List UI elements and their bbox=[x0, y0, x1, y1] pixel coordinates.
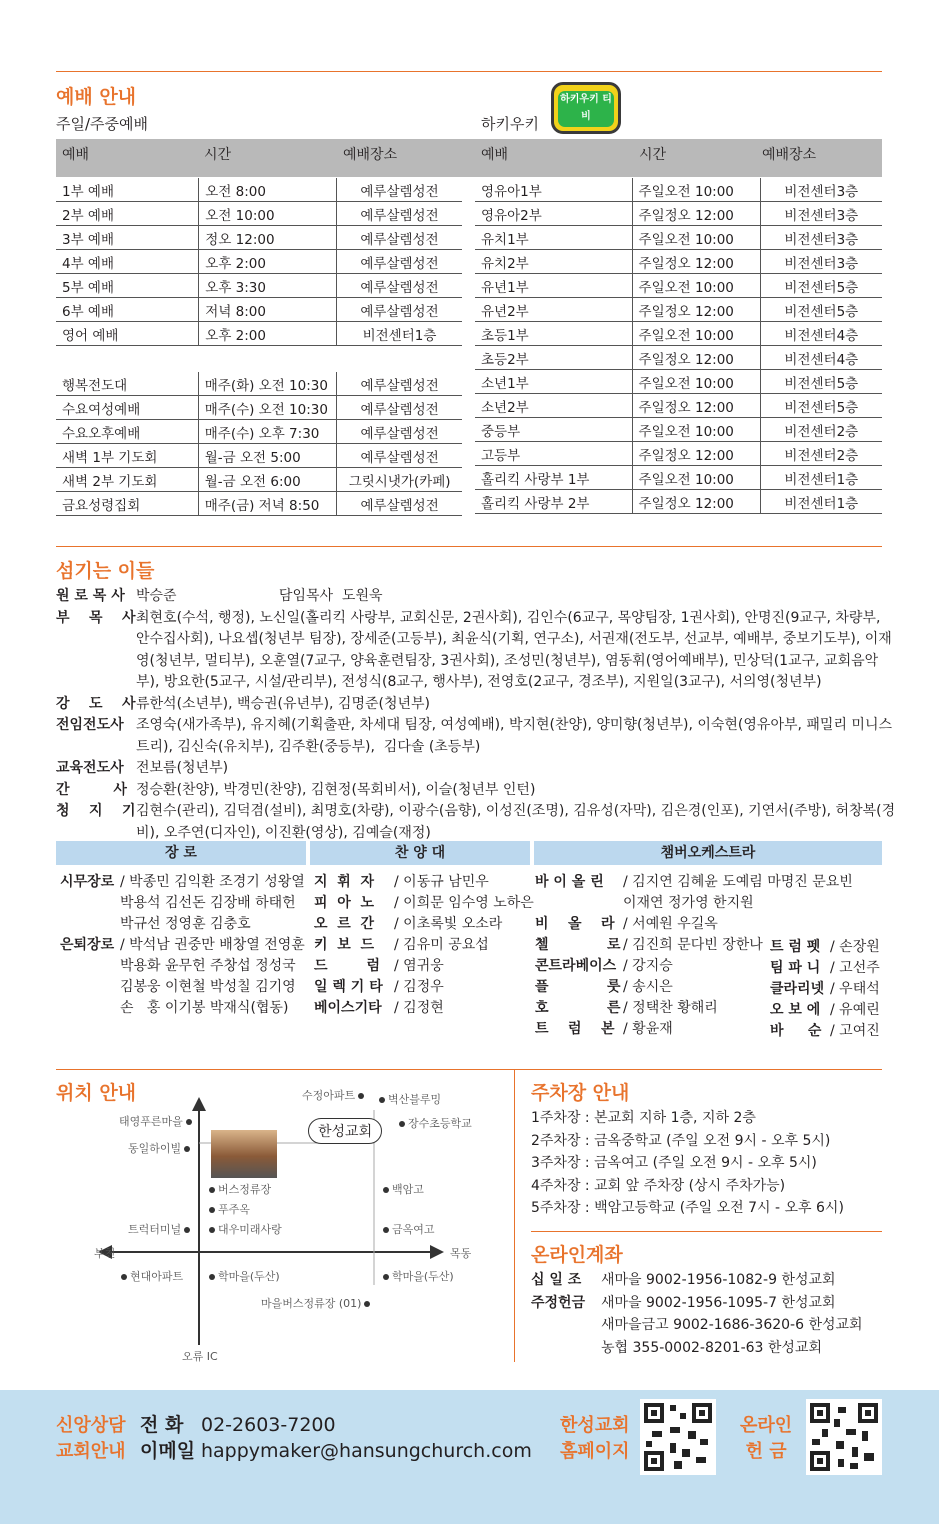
worship-table-left-weekday bbox=[56, 372, 462, 516]
roster-role: 트 럼 펫 bbox=[770, 939, 821, 955]
worship-place-cell: 비전센터3층 bbox=[760, 250, 882, 274]
worship-name-cell: 홀리킥 사랑부 1부 bbox=[475, 466, 632, 490]
roster-names: / 김지연 김혜윤 도예림 마명진 문요빈 bbox=[623, 874, 853, 890]
worship-place-cell: 비전센터2층 bbox=[760, 442, 882, 466]
worship-row bbox=[475, 322, 882, 346]
roster-role: 오 보 에 bbox=[770, 1002, 821, 1018]
roster-names: / 정택찬 황해리 bbox=[623, 1000, 718, 1016]
worship-time-cell: 매주(수) 오후 7:30 bbox=[198, 420, 337, 444]
servant-names: 정승환(찬양), 박경민(찬양), 김현정(목회비서), 이슬(청년부 인턴) bbox=[136, 781, 536, 798]
roster-line bbox=[60, 956, 305, 977]
roster-names: / 강지승 bbox=[623, 958, 673, 974]
footer-phone[interactable]: 02-2603-7200 bbox=[201, 1414, 336, 1436]
roster-line bbox=[314, 935, 534, 956]
roster-role: 오 르 간 bbox=[314, 916, 375, 932]
worship-time-cell: 주일오전 10:00 bbox=[632, 274, 760, 298]
roster-names: / 우태석 bbox=[830, 981, 880, 997]
worship-subtitle-right: 하키우키 bbox=[481, 115, 539, 133]
roster-names: / 이동규 남민우 bbox=[394, 874, 489, 890]
worship-row bbox=[475, 490, 882, 514]
location-title: 위치 안내 bbox=[56, 1082, 137, 1104]
worship-name-cell: 유년2부 bbox=[475, 298, 632, 322]
roster-line bbox=[60, 872, 305, 893]
worship-place-cell: 비전센터4층 bbox=[760, 346, 882, 370]
worship-name-cell: 1부 예배 bbox=[56, 178, 199, 202]
roster-role: 피 아 노 bbox=[314, 895, 375, 911]
roster-names: 손 홍 이기봉 박재식(협동) bbox=[120, 1000, 289, 1016]
worship-name-cell: 고등부 bbox=[475, 442, 632, 466]
worship-row bbox=[475, 250, 882, 274]
worship-time-cell: 주일정오 12:00 bbox=[632, 394, 760, 418]
footer-online-label bbox=[740, 1413, 792, 1465]
account-label: 십 일 조 bbox=[531, 1272, 582, 1288]
servant-row bbox=[56, 694, 896, 716]
map-label-hakma-right: 학마을(두산) bbox=[380, 1268, 454, 1284]
footer-homepage-line1: 한성교회 bbox=[560, 1415, 630, 1436]
worship-place-cell: 비전센터5층 bbox=[760, 394, 882, 418]
worship-name-cell: 새벽 2부 기도회 bbox=[56, 468, 198, 492]
servant-row bbox=[56, 586, 896, 608]
worship-row bbox=[475, 178, 882, 202]
footer-label-info: 교회안내 bbox=[56, 1441, 126, 1462]
roster-names: / 고여진 bbox=[830, 1023, 880, 1039]
logo-text: 하키우키 티비 bbox=[558, 91, 614, 127]
worship-time-cell: 월-금 오전 6:00 bbox=[198, 468, 337, 492]
roster-names: / 박석남 권중만 배창열 전영훈 bbox=[120, 937, 305, 953]
elders-header: 장 로 bbox=[56, 841, 306, 865]
worship-row bbox=[56, 492, 462, 516]
homepage-qr-icon bbox=[640, 1399, 716, 1475]
worship-place-cell: 예루살렘성전 bbox=[337, 396, 462, 420]
header-place: 예배장소 bbox=[343, 147, 398, 163]
roster-names: / 박종민 김익환 조경기 성왕열 bbox=[120, 874, 305, 890]
roster-role: 베이스기타 bbox=[314, 1000, 382, 1016]
roster-line bbox=[60, 914, 305, 935]
worship-time-cell: 오후 2:00 bbox=[199, 250, 337, 274]
worship-row bbox=[475, 346, 882, 370]
worship-row bbox=[475, 442, 882, 466]
roster-role: 첼 로 bbox=[535, 937, 621, 953]
worship-row bbox=[56, 178, 462, 202]
map-label-taeyoung: 태영푸른마을 bbox=[119, 1113, 195, 1129]
account-row bbox=[531, 1314, 863, 1337]
roster-names: / 이희문 임수영 노하은 bbox=[394, 895, 534, 911]
servant-role: 청 지 기 bbox=[56, 803, 136, 819]
roster-line bbox=[314, 977, 534, 998]
servant-row bbox=[56, 715, 896, 758]
worship-name-cell: 새벽 1부 기도회 bbox=[56, 444, 198, 468]
worship-time-cell: 정오 12:00 bbox=[199, 226, 337, 250]
servant-row bbox=[56, 608, 896, 694]
footer-label-counsel: 신앙상담 bbox=[56, 1415, 126, 1436]
account-divider bbox=[531, 1231, 882, 1232]
map-label-dongil: 동일하이빌 bbox=[128, 1140, 193, 1156]
footer-homepage-line2: 홈페이지 bbox=[560, 1441, 630, 1462]
roster-names: / 김정현 bbox=[394, 1000, 444, 1016]
location-divider bbox=[56, 1069, 882, 1070]
footer-values bbox=[201, 1412, 532, 1464]
servant-row bbox=[56, 801, 896, 844]
roster-names: / 이초록빛 오소라 bbox=[394, 916, 503, 932]
worship-row bbox=[475, 226, 882, 250]
worship-name-cell: 수요오후예배 bbox=[56, 420, 198, 444]
worship-place-cell: 비전센터3층 bbox=[760, 226, 882, 250]
worship-place-cell: 비전센터5층 bbox=[760, 274, 882, 298]
worship-place-cell: 비전센터5층 bbox=[760, 298, 882, 322]
worship-name-cell: 수요여성예배 bbox=[56, 396, 198, 420]
worship-place-cell: 비전센터1층 bbox=[760, 490, 882, 514]
vertical-divider bbox=[514, 1070, 515, 1362]
header-worship-right: 예배 bbox=[481, 147, 509, 163]
map-label-baeksan: 벽산블루밍 bbox=[376, 1091, 441, 1107]
roster-names: 박규선 정영훈 김충호 bbox=[120, 916, 251, 932]
worship-time-cell: 주일오전 10:00 bbox=[632, 226, 760, 250]
worship-place-cell: 비전센터5층 bbox=[760, 370, 882, 394]
servant-row bbox=[56, 780, 896, 802]
map-label-maeul: 마을버스정류장 (01) bbox=[261, 1295, 373, 1311]
roster-role: 바 순 bbox=[770, 1023, 822, 1039]
worship-time-cell: 오후 3:30 bbox=[199, 274, 337, 298]
worship-place-cell: 예루살렘성전 bbox=[336, 250, 462, 274]
worship-row bbox=[475, 370, 882, 394]
account-number: 새마을 9002-1956-1095-7 한성교회 bbox=[601, 1294, 836, 1311]
roster-role: 키 보 드 bbox=[314, 937, 375, 953]
worship-table-left bbox=[56, 178, 462, 346]
servant-names: 최현호(수석, 행정), 노신일(홀리킥 사랑부, 교회신문, 2권사회), 김인수(6교구, 목양팀장, 1권사회), 안명진(9교구, 차량부, 안수집사회), 나요셉(청년부 팀장), 장세준(고등부), 최윤식(기획, 연구소), 서권재(전도부, 선교부, 예배부, 중보기도부), 이재영(청년부, 멀티부), 오훈열(7교구, 양육훈련팀장, 3권사회), 조성민(청년부), 염동휘(영어예배부), 민상덕(1교구, 교회음악부), 방요한(5교구, 시설/관리부), 전성식(8교구, 행사부), 전영호(2교구, 경조부), 지원일(3교구), 서의영(청년부) bbox=[136, 609, 892, 690]
roster-line bbox=[770, 979, 880, 1000]
roster-line bbox=[314, 956, 534, 977]
worship-time-cell: 매주(화) 오전 10:30 bbox=[198, 372, 337, 396]
worship-subtitle-left: 주일/주중예배 bbox=[56, 115, 148, 133]
map-label-sujeong: 수정아파트 bbox=[302, 1087, 367, 1103]
worship-time-cell: 오전 10:00 bbox=[199, 202, 337, 226]
servant-role: 강 도 사 bbox=[56, 695, 136, 712]
worship-row bbox=[475, 466, 882, 490]
worship-place-cell: 예루살렘성전 bbox=[336, 178, 462, 202]
header-time: 시간 bbox=[204, 147, 232, 163]
worship-row bbox=[475, 202, 882, 226]
worship-name-cell: 중등부 bbox=[475, 418, 632, 442]
roster-line bbox=[770, 958, 880, 979]
roster-line bbox=[60, 998, 305, 1019]
worship-name-cell: 5부 예배 bbox=[56, 274, 199, 298]
servant-role: 간 사 bbox=[56, 781, 127, 798]
roster-line bbox=[535, 914, 853, 935]
account-number: 새마을 9002-1956-1082-9 한성교회 bbox=[601, 1272, 836, 1288]
parking-item: 3주차장 : 금옥여고 (주일 오전 9시 - 오후 5시) bbox=[531, 1155, 817, 1171]
worship-name-cell: 유치2부 bbox=[475, 250, 632, 274]
worship-place-cell: 예루살렘성전 bbox=[337, 420, 462, 444]
roster-role: 팀 파 니 bbox=[770, 960, 821, 976]
roster-line bbox=[770, 937, 880, 958]
map-label-jangsu: 장수초등학교 bbox=[396, 1115, 472, 1131]
location-map bbox=[56, 1085, 506, 1375]
worship-time-cell: 주일정오 12:00 bbox=[632, 202, 760, 226]
account-number: 새마을금고 9002-1686-3620-6 한성교회 bbox=[601, 1317, 863, 1333]
footer-online-line1: 온라인 bbox=[740, 1415, 793, 1436]
header-worship: 예배 bbox=[62, 147, 90, 163]
roster-role: 드 럼 bbox=[314, 958, 381, 974]
worship-time-cell: 주일오전 10:00 bbox=[632, 370, 760, 394]
roster-line bbox=[314, 893, 534, 914]
worship-place-cell: 그릿시냇가(카페) bbox=[337, 468, 462, 492]
worship-place-cell: 예루살렘성전 bbox=[336, 226, 462, 250]
roster-line bbox=[60, 893, 305, 914]
map-label-hakma-left: 학마을(두산) bbox=[206, 1268, 280, 1284]
servants-divider bbox=[56, 546, 882, 547]
worship-name-cell: 유년1부 bbox=[475, 274, 632, 298]
roster-line bbox=[314, 914, 534, 935]
worship-name-cell: 6부 예배 bbox=[56, 298, 199, 322]
top-divider bbox=[56, 71, 882, 72]
worship-place-cell: 비전센터1층 bbox=[336, 322, 462, 346]
worship-name-cell: 영어 예배 bbox=[56, 322, 199, 346]
servant-role: 전임전도사 bbox=[56, 717, 124, 733]
worship-row bbox=[56, 420, 462, 444]
roster-names: / 유예린 bbox=[830, 1002, 880, 1018]
roster-names: 이재연 정가영 한지원 bbox=[623, 895, 754, 911]
roster-names: / 김정우 bbox=[394, 979, 444, 995]
servant-role: 부 목 사 bbox=[56, 609, 136, 626]
worship-name-cell: 초등1부 bbox=[475, 322, 632, 346]
worship-time-cell: 주일오전 10:00 bbox=[632, 322, 760, 346]
footer bbox=[0, 1390, 939, 1524]
hakiuki-logo bbox=[551, 82, 621, 134]
worship-table-right bbox=[475, 178, 882, 514]
worship-name-cell: 3부 예배 bbox=[56, 226, 199, 250]
roster-names: / 염귀웅 bbox=[394, 958, 444, 974]
roster-names: 박용화 윤무헌 주창섭 정성국 bbox=[120, 958, 296, 974]
worship-title: 예배 안내 bbox=[56, 86, 137, 108]
worship-place-cell: 예루살렘성전 bbox=[337, 492, 462, 516]
roster-names: / 김유미 공요섭 bbox=[394, 937, 489, 953]
roster-role: 트 럼 본 bbox=[535, 1021, 615, 1037]
elders-list bbox=[60, 872, 305, 1019]
choir-header: 찬 양 대 bbox=[310, 841, 530, 865]
offering-qr-code[interactable] bbox=[806, 1399, 882, 1475]
worship-row bbox=[56, 250, 462, 274]
worship-place-cell: 예루살렘성전 bbox=[336, 202, 462, 226]
roster-names: / 손장원 bbox=[830, 939, 880, 955]
account-number: 농협 355-0002-8201-63 한성교회 bbox=[601, 1339, 822, 1356]
map-label-truck: 트럭터미널 bbox=[128, 1221, 193, 1237]
choir-list bbox=[314, 872, 534, 1019]
worship-place-cell: 비전센터4층 bbox=[760, 322, 882, 346]
header-time-right: 시간 bbox=[639, 147, 667, 163]
worship-name-cell: 4부 예배 bbox=[56, 250, 199, 274]
worship-name-cell: 영유아1부 bbox=[475, 178, 632, 202]
worship-place-cell: 비전센터3층 bbox=[760, 178, 882, 202]
worship-name-cell: 소년2부 bbox=[475, 394, 632, 418]
worship-place-cell: 예루살렘성전 bbox=[336, 298, 462, 322]
worship-place-cell: 예루살렘성전 bbox=[337, 444, 462, 468]
worship-place-cell: 예루살렘성전 bbox=[336, 274, 462, 298]
worship-table-header bbox=[56, 139, 882, 177]
worship-row bbox=[56, 298, 462, 322]
worship-time-cell: 주일오전 10:00 bbox=[632, 466, 760, 490]
worship-name-cell: 초등2부 bbox=[475, 346, 632, 370]
parking-title: 주차장 안내 bbox=[531, 1082, 630, 1104]
map-label-busstop: 버스정류장 bbox=[206, 1181, 271, 1197]
parking-item: 2주차장 : 금옥중학교 (주일 오전 9시 - 오후 5시) bbox=[531, 1132, 831, 1149]
account-row bbox=[531, 1337, 863, 1360]
worship-time-cell: 주일정오 12:00 bbox=[632, 490, 760, 514]
worship-row bbox=[56, 226, 462, 250]
worship-name-cell: 금요성령집회 bbox=[56, 492, 198, 516]
footer-key-email: 이메일 bbox=[140, 1440, 196, 1462]
worship-row bbox=[56, 372, 462, 396]
worship-name-cell: 유치1부 bbox=[475, 226, 632, 250]
worship-row bbox=[56, 396, 462, 420]
worship-row bbox=[475, 394, 882, 418]
servants-title: 섬기는 이들 bbox=[56, 560, 155, 582]
map-label-mokdong: 목동 bbox=[450, 1247, 472, 1260]
account-row bbox=[531, 1292, 863, 1315]
worship-place-cell: 비전센터2층 bbox=[760, 418, 882, 442]
church-building-image bbox=[211, 1130, 277, 1178]
roster-line bbox=[770, 1021, 880, 1042]
roster-role: 클라리넷 bbox=[770, 981, 825, 997]
roster-names: / 서예원 우길옥 bbox=[623, 916, 718, 932]
worship-time-cell: 주일오전 10:00 bbox=[632, 178, 760, 202]
worship-row bbox=[56, 322, 462, 346]
parking-item: 1주차장 : 본교회 지하 1층, 지하 2층 bbox=[531, 1110, 756, 1126]
servants-list bbox=[56, 586, 896, 844]
account-list bbox=[531, 1269, 863, 1359]
servant-names: 조영숙(새가족부), 유지혜(기획출판, 차세대 팀장, 여성예배), 박지현(찬양), 양미향(청년부), 이숙현(영유아부, 패밀리 미니스트리), 김신숙(유치부), 김주환(중등부), 김다솔 (초등부) bbox=[136, 717, 892, 755]
worship-time-cell: 주일정오 12:00 bbox=[632, 346, 760, 370]
roster-role: 호 른 bbox=[535, 1000, 621, 1016]
roster-role: 비 올 라 bbox=[535, 916, 615, 932]
worship-place-cell: 예루살렘성전 bbox=[337, 372, 462, 396]
worship-name-cell: 소년1부 bbox=[475, 370, 632, 394]
worship-time-cell: 매주(수) 오전 10:30 bbox=[198, 396, 337, 420]
map-label-baekam: 백암고 bbox=[380, 1181, 424, 1197]
footer-keys bbox=[140, 1412, 195, 1464]
roster-role: 지 휘 자 bbox=[314, 874, 375, 890]
footer-online-line2: 헌 금 bbox=[745, 1441, 787, 1462]
servant-names: 김현수(관리), 김덕겸(설비), 최명호(차량), 이광수(음향), 이성진(조명), 김유성(자막), 김은경(인포), 기연서(주방), 허창복(경비), 오주연(디자인), 이진환(영상), 김예슬(재정) bbox=[136, 803, 896, 841]
orchestra-list-2 bbox=[770, 937, 880, 1042]
roster-role: 일 렉 기 타 bbox=[314, 979, 383, 995]
map-label-daewoo: 대우미래사랑 bbox=[206, 1221, 282, 1237]
servant-names: 류한석(소년부), 백승권(유년부), 김명준(청년부) bbox=[136, 695, 431, 712]
worship-time-cell: 주일오전 10:00 bbox=[632, 418, 760, 442]
roster-line bbox=[60, 977, 305, 998]
worship-row bbox=[56, 274, 462, 298]
roster-names: 김봉웅 이현철 박성칠 김기영 bbox=[120, 979, 296, 995]
worship-time-cell: 월-금 오전 5:00 bbox=[198, 444, 337, 468]
roster-names: / 송시은 bbox=[623, 979, 673, 995]
footer-email[interactable]: happymaker@hansungchurch.com bbox=[201, 1440, 532, 1462]
homepage-qr-code[interactable] bbox=[640, 1399, 716, 1475]
worship-row bbox=[475, 418, 882, 442]
offering-qr-icon bbox=[806, 1399, 882, 1475]
map-label-pujuok: 푸주옥 bbox=[206, 1201, 250, 1217]
map-label-hyundai: 현대아파트 bbox=[118, 1268, 183, 1284]
worship-time-cell: 오후 2:00 bbox=[199, 322, 337, 346]
footer-label-group bbox=[56, 1413, 126, 1465]
footer-key-phone: 전 화 bbox=[140, 1414, 184, 1436]
worship-name-cell: 행복전도대 bbox=[56, 372, 198, 396]
roster-role: 바 이 올 린 bbox=[535, 874, 604, 890]
worship-row bbox=[56, 468, 462, 492]
worship-name-cell: 영유아2부 bbox=[475, 202, 632, 226]
servant-role: 교육전도사 bbox=[56, 760, 124, 776]
roster-line bbox=[535, 893, 853, 914]
account-title: 온라인계좌 bbox=[531, 1244, 623, 1266]
footer-homepage-label bbox=[560, 1413, 630, 1465]
servant-names: 전보름(청년부) bbox=[136, 760, 229, 776]
map-label-bucheon: 부천 bbox=[94, 1247, 116, 1260]
parking-item: 5주차장 : 백암고등학교 (주일 오전 7시 - 오후 6시) bbox=[531, 1200, 844, 1216]
map-label-geumok: 금옥여고 bbox=[380, 1221, 435, 1237]
worship-row bbox=[56, 202, 462, 226]
worship-time-cell: 저녁 8:00 bbox=[199, 298, 337, 322]
worship-row bbox=[475, 274, 882, 298]
roster-line bbox=[314, 872, 534, 893]
worship-name-cell: 홀리킥 사랑부 2부 bbox=[475, 490, 632, 514]
parking-item: 4주차장 : 교회 앞 주차장 (상시 주차가능) bbox=[531, 1177, 786, 1194]
roster-role: 콘트라베이스 bbox=[535, 958, 617, 974]
church-label: 한성교회 bbox=[308, 1118, 382, 1144]
parking-list bbox=[531, 1107, 844, 1220]
roster-role: 은퇴장로 bbox=[60, 937, 115, 953]
roster-names: / 고선주 bbox=[830, 960, 880, 976]
worship-time-cell: 매주(금) 저녁 8:50 bbox=[198, 492, 337, 516]
worship-name-cell: 2부 예배 bbox=[56, 202, 199, 226]
roster-line bbox=[314, 998, 534, 1019]
worship-time-cell: 주일정오 12:00 bbox=[632, 250, 760, 274]
account-label: 주정헌금 bbox=[531, 1294, 586, 1311]
servant-role: 원 로 목 사 bbox=[56, 588, 125, 604]
worship-time-cell: 주일정오 12:00 bbox=[632, 298, 760, 322]
worship-row bbox=[56, 444, 462, 468]
worship-row bbox=[475, 298, 882, 322]
account-row bbox=[531, 1269, 863, 1292]
servant-names: 박승준 담임목사 도원욱 bbox=[136, 588, 383, 604]
orchestra-header: 챔버오케스트라 bbox=[534, 841, 882, 865]
roster-names: 박용석 김선돈 김장배 하태헌 bbox=[120, 895, 296, 911]
map-label-oryu: 오류 IC bbox=[182, 1350, 218, 1363]
roster-role: 플 룻 bbox=[535, 979, 621, 995]
roster-names: / 황윤재 bbox=[623, 1021, 673, 1037]
worship-time-cell: 주일정오 12:00 bbox=[632, 442, 760, 466]
servant-row bbox=[56, 758, 896, 780]
worship-place-cell: 비전센터3층 bbox=[760, 202, 882, 226]
worship-time-cell: 오전 8:00 bbox=[199, 178, 337, 202]
worship-place-cell: 비전센터1층 bbox=[760, 466, 882, 490]
roster-line bbox=[60, 935, 305, 956]
header-place-right: 예배장소 bbox=[762, 147, 817, 163]
roster-line bbox=[770, 1000, 880, 1021]
roster-names: / 김진희 문다빈 장한나 bbox=[623, 937, 763, 953]
roster-role: 시무장로 bbox=[60, 874, 115, 890]
roster-line bbox=[535, 872, 853, 893]
